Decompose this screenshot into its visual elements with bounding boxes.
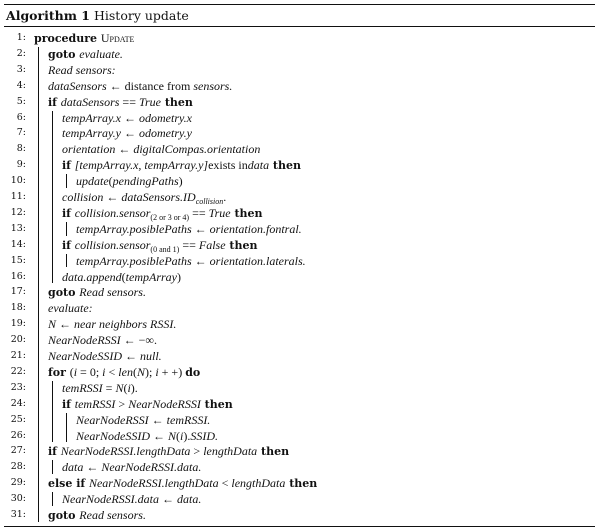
code-token: NearNodeRSSI.data <box>62 492 159 507</box>
line-number: 29: <box>10 477 26 489</box>
code-token: ( <box>123 380 128 395</box>
code-token: N <box>136 364 145 379</box>
line-code <box>76 412 210 428</box>
line-code <box>62 110 192 126</box>
code-token: = 0; <box>77 364 103 379</box>
line-number: 19: <box>10 318 26 330</box>
code-token: ← <box>121 110 139 125</box>
code-token: NearNodeRSSI.lengthData <box>60 444 191 459</box>
line-number: 3: <box>16 63 26 75</box>
scope-bar <box>66 174 67 188</box>
code-token: ← <box>115 142 134 157</box>
code-token: N <box>48 317 57 332</box>
algorithm-block <box>4 4 595 527</box>
code-token: if <box>62 238 75 252</box>
code-token: ← <box>83 460 102 475</box>
code-token: len <box>118 364 133 379</box>
code-token: tempArray.posiblePaths <box>76 253 192 268</box>
line-number: 30: <box>10 493 26 505</box>
code-token: NearNodeRSSI.lengthData <box>88 476 219 491</box>
code-token: SSID. <box>190 428 219 443</box>
scope-bar <box>66 254 67 268</box>
line-number: 16: <box>10 270 26 282</box>
code-token: procedure <box>34 32 101 45</box>
code-token: ) <box>177 269 181 284</box>
code-token: if <box>62 159 75 173</box>
line-code <box>62 157 301 174</box>
code-token: NearNodeRSSI <box>76 412 149 427</box>
code-token: update <box>76 174 109 189</box>
line-code <box>62 491 201 507</box>
line-code <box>76 253 306 269</box>
line-number: 27: <box>10 445 26 457</box>
code-token: if <box>48 95 61 109</box>
line-code <box>76 428 218 444</box>
code-token: NearNodeRSSI <box>48 333 121 348</box>
code-token: Read sensors. <box>79 285 146 300</box>
code-token: ← <box>191 221 210 236</box>
code-token: NearNodeSSID <box>48 349 122 363</box>
code-token: then <box>269 159 301 173</box>
code-token: odometry.x <box>139 110 192 125</box>
code-token: ← <box>121 126 139 141</box>
code-token: ( <box>69 364 74 379</box>
code-token: collision <box>62 190 104 204</box>
code-token: i <box>155 364 159 379</box>
code-token: if <box>62 206 75 220</box>
code-token: == <box>119 94 139 109</box>
line-code <box>48 348 162 364</box>
code-token: tempArray.x <box>62 110 121 125</box>
code-token: collision <box>195 197 224 206</box>
line-number: 26: <box>10 429 26 441</box>
line-number: 4: <box>16 79 26 91</box>
code-token: . <box>223 190 227 204</box>
line-code <box>76 221 302 237</box>
line-number: 21: <box>10 350 26 361</box>
code-token: [tempArray.x, tempArray.y] <box>74 158 209 173</box>
code-token: ). <box>130 380 138 395</box>
code-token: ); <box>144 364 156 379</box>
line-code <box>62 269 181 285</box>
code-token: == <box>189 205 209 220</box>
code-token: dataSensors.ID <box>121 190 196 204</box>
code-token: near neighbors RSSI. <box>74 317 177 332</box>
code-token: i <box>73 364 78 379</box>
code-token: Read sensors: <box>48 62 116 77</box>
line-number: 18: <box>10 302 26 314</box>
line-number: 23: <box>10 381 26 393</box>
code-token: do <box>185 365 201 379</box>
scope-bar <box>52 492 53 506</box>
code-token: then <box>285 477 318 491</box>
code-token: < <box>218 476 232 491</box>
line-number: 22: <box>10 365 26 377</box>
code-token: ← <box>148 412 167 427</box>
code-token: null. <box>140 349 162 363</box>
code-token: N <box>168 428 177 443</box>
code-token: NearNodeSSID <box>76 428 150 443</box>
line-code <box>48 46 123 63</box>
code-token: i <box>127 380 131 395</box>
line-code <box>34 30 134 47</box>
code-token: N <box>115 380 124 395</box>
code-token: < <box>105 364 119 379</box>
code-token: ). <box>183 428 191 443</box>
code-token: (0 and 1) <box>150 244 180 254</box>
code-token: then <box>257 445 290 459</box>
code-token: evaluate. <box>79 46 123 61</box>
code-token: lengthData <box>203 444 258 459</box>
code-token: digitalCompas.orientation <box>133 142 261 157</box>
code-token: tempArray.posiblePaths <box>76 221 192 236</box>
line-code <box>48 316 176 332</box>
code-token: ( <box>132 364 137 379</box>
code-token: pendingPaths <box>112 174 179 189</box>
code-token: (2 or 3 or 4) <box>150 212 190 222</box>
line-number: 5: <box>16 95 26 107</box>
code-token: dataSensors <box>48 78 107 93</box>
code-token: temRSSI <box>62 380 103 395</box>
line-code <box>62 125 192 141</box>
line-number: 13: <box>10 222 26 234</box>
code-token: Read sensors. <box>79 508 146 522</box>
code-token: for <box>48 365 70 379</box>
code-token: ) <box>178 174 183 189</box>
code-token: == <box>179 237 199 252</box>
code-token: else if <box>48 477 89 491</box>
line-number: 2: <box>16 47 26 59</box>
code-token: ← <box>191 253 210 268</box>
code-token: temRSSI <box>74 396 116 411</box>
scope-bar <box>66 222 67 236</box>
code-token: orientation <box>62 142 116 157</box>
code-token: sensors. <box>193 78 233 93</box>
code-token: data <box>62 460 84 475</box>
code-token: goto <box>48 47 80 61</box>
code-token: = <box>102 380 116 395</box>
algorithm-caption <box>6 8 189 23</box>
line-code <box>48 443 289 460</box>
code-token: evaluate: <box>48 301 93 316</box>
line-number: 6: <box>16 111 26 123</box>
code-token: False <box>198 237 226 252</box>
code-token: dataSensors <box>60 94 120 109</box>
line-number: 11: <box>10 191 26 202</box>
code-token: True <box>208 205 231 220</box>
line-number: 9: <box>16 159 26 171</box>
code-token: lengthData <box>231 476 286 491</box>
code-token: + +) <box>158 364 186 379</box>
scope-bar <box>38 47 39 522</box>
code-token: orientation.fontral. <box>209 221 302 236</box>
code-token: > <box>190 444 204 459</box>
scope-bar <box>52 111 53 284</box>
code-token: collision.sensor <box>74 237 151 252</box>
line-number: 20: <box>10 334 26 346</box>
line-number: 25: <box>10 413 26 425</box>
code-token: NearNodeRSSI.data. <box>101 460 202 475</box>
line-number: 7: <box>16 127 26 139</box>
code-token: temRSSI. <box>166 412 211 427</box>
code-token: then <box>230 206 263 220</box>
line-code <box>48 364 200 381</box>
line-code <box>48 475 317 492</box>
code-token: then <box>160 95 193 109</box>
caption-rule <box>4 26 595 27</box>
scope-bar <box>66 413 67 443</box>
line-code <box>62 380 138 396</box>
code-token: exists in <box>208 158 248 173</box>
code-token: odometry.y <box>139 126 192 141</box>
algorithm-label: Algorithm 1 <box>6 8 90 23</box>
code-token: orientation.laterals. <box>209 253 306 268</box>
line-code <box>76 173 183 189</box>
code-token: data.append <box>62 269 122 284</box>
code-token: i <box>180 428 184 443</box>
code-token: NearNodeRSSI <box>128 396 201 411</box>
line-number: 31: <box>10 509 26 520</box>
code-token: ← <box>122 349 140 363</box>
code-token: ← <box>150 428 168 443</box>
line-code <box>48 284 146 301</box>
code-token: True <box>138 94 161 109</box>
code-token: tempArray.y <box>62 126 121 141</box>
scope-bar <box>52 460 53 474</box>
line-number: 28: <box>10 461 26 473</box>
code-token: ← −∞. <box>120 333 157 348</box>
line-code <box>48 94 193 111</box>
code-token: data <box>247 158 270 173</box>
line-number: 17: <box>10 286 26 298</box>
code-token: goto <box>48 286 80 300</box>
code-token: if <box>48 445 61 459</box>
code-token: ( <box>108 174 113 189</box>
code-token: if <box>62 397 75 411</box>
code-token: i <box>102 364 106 379</box>
code-token: ← <box>56 317 75 332</box>
code-token: data. <box>177 492 202 507</box>
line-code <box>48 78 232 94</box>
code-token: collision.sensor <box>74 205 151 220</box>
line-code <box>48 62 116 78</box>
line-code <box>62 141 260 157</box>
line-number: 1: <box>16 32 26 43</box>
line-code <box>48 300 93 316</box>
line-number: 8: <box>16 143 26 155</box>
code-token: goto <box>48 509 80 522</box>
line-code <box>62 459 201 475</box>
code-token: ← <box>159 492 177 507</box>
code-token: ( <box>176 428 181 443</box>
bottom-rule <box>4 526 595 527</box>
algorithm-title: History update <box>93 8 189 23</box>
line-code <box>48 507 146 524</box>
code-token: then <box>225 238 258 252</box>
scope-bar <box>52 381 53 443</box>
line-code <box>62 396 233 413</box>
code-token: tempArray <box>125 269 177 284</box>
code-token: ( <box>121 269 126 284</box>
line-number: 12: <box>10 206 26 218</box>
line-number: 24: <box>10 397 26 409</box>
line-number: 15: <box>10 254 26 266</box>
code-token: Update <box>100 31 135 45</box>
code-token: ← <box>103 190 122 204</box>
code-token: > <box>115 396 129 411</box>
code-token: ← distance from <box>106 78 194 93</box>
line-number: 10: <box>10 175 26 187</box>
code-token: then <box>200 397 233 411</box>
line-number: 14: <box>10 238 26 250</box>
top-rule <box>4 4 595 5</box>
line-code <box>48 332 157 348</box>
